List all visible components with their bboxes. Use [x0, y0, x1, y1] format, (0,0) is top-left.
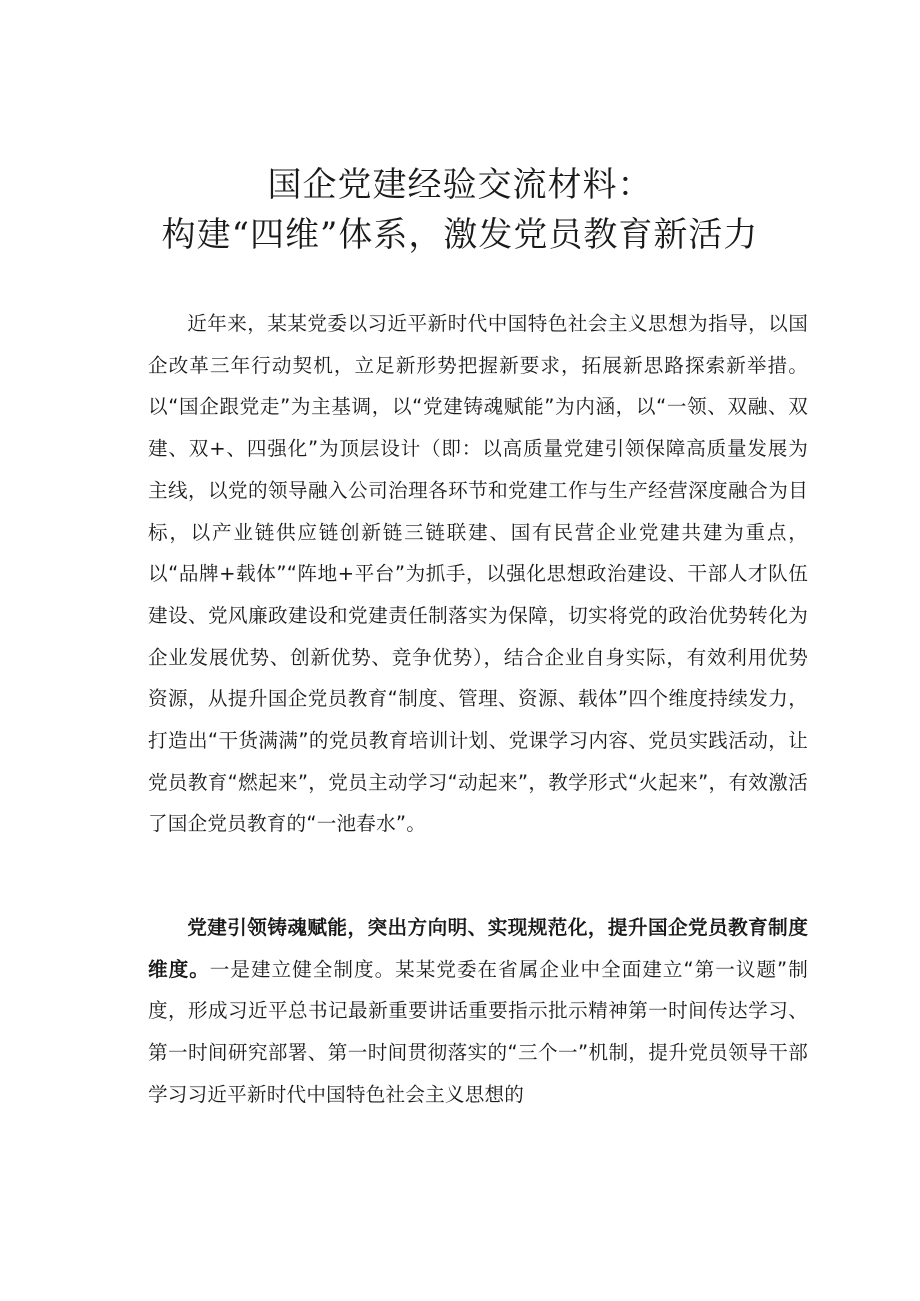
document-title-line-1: 国企党建经验交流材料： — [267, 165, 653, 205]
section-1-body: 一是建立健全制度。某某党委在省属企业中全面建立“第一议题”制度，形成习近平总书记最新重要讲话重要指示批示精神第一时间传达学习、第一时间研究部署、第一时间贯彻落实的“三个一”机制，提升党员领导干部学习习近平新时代中国特色社会主义思想的 — [148, 957, 808, 1106]
paragraph-intro: 近年来，某某党委以习近平新时代中国特色社会主义思想为指导，以国企改革三年行动契机，立足新形势把握新要求，拓展新思路探索新举措。以“国企跟党走”为主基调，以“党建铸魂赋能”为内涵，以“一领、双融、双建、双+、四强化”为顶层设计（即：以高质量党建引领保障高质量发展为主线，以党的领导融入公司治理各环节和党建工作与生产经营深度融合为目标，以产业链供应链创新链三链联建、国有民营企业党建共建为重点，以“品牌+载体”“阵地+平台”为抓手，以强化思想政治建设、干部人才队伍建设、党风廉政建设和党建责任制落实为保障，切实将党的政治优势转化为企业发展优势、创新优势、竞争优势），结合企业自身实际，有效利用优势资源，从提升国企党员教育“制度、管理、资源、载体”四个维度持续发力，打造出“干货满满”的党员教育培训计划、党课学习内容、党员实践活动，让党员教育“燃起来”，党员主动学习“动起来”，教学形式“火起来”，有效激活了国企党员教育的“一池春水”。 — [148, 312, 808, 836]
document-title-line-2: 构建“四维”体系，激发党员教育新活力 — [161, 215, 759, 255]
section-1-heading: 党建引领铸魂赋能，突出方向明、实现规范化，提升国企党员教育制度维度。 — [148, 916, 808, 981]
paragraph-section-1 — [148, 907, 808, 1116]
